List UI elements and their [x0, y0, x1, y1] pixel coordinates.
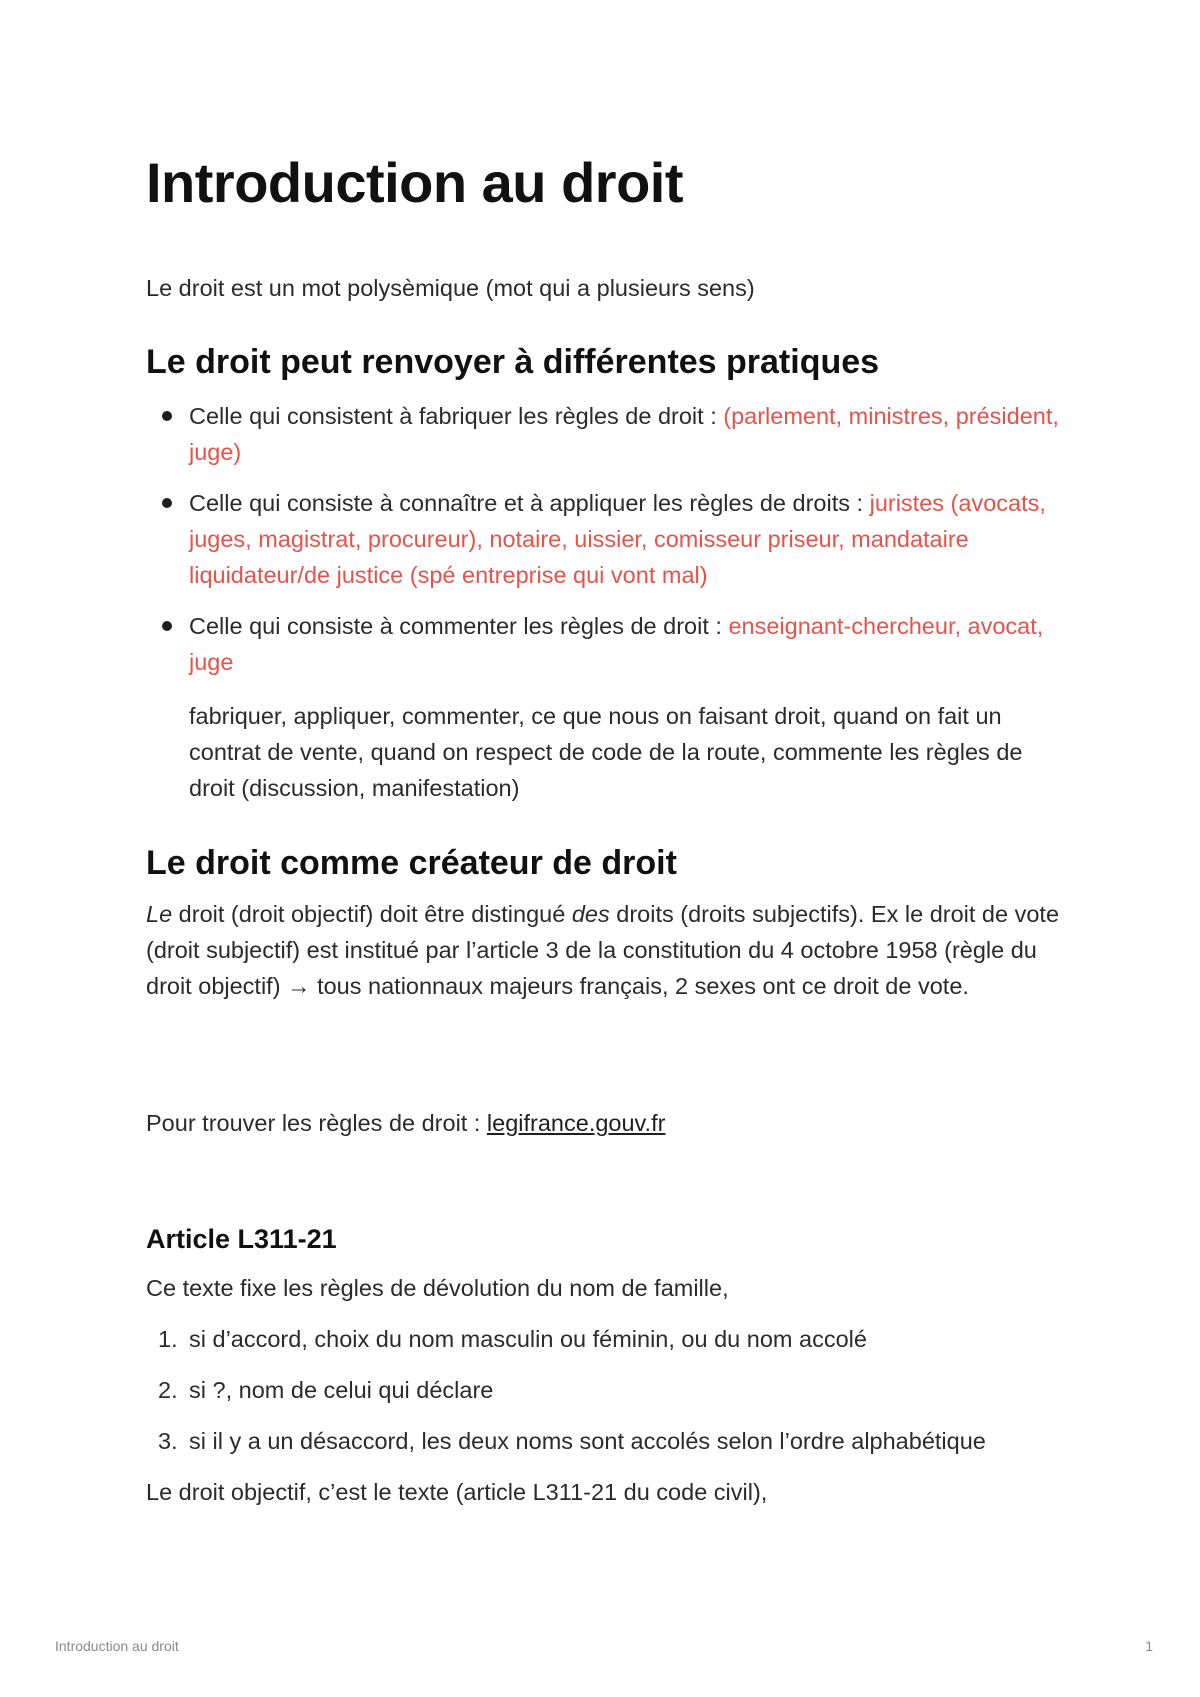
- section-heading-createur: Le droit comme créateur de droit: [146, 844, 677, 882]
- pratiques-list: [146, 398, 1066, 690]
- list-item: Celle qui consiste à commenter les règles de droit : enseignant-chercheur, avocat, juge: [146, 608, 1066, 680]
- pratiques-note: fabriquer, appliquer, commenter, ce que nous on faisant droit, quand on fait un contrat de vente, quand on respect de code de la route, commente les règles de droit (discussion, manifestation): [189, 703, 1023, 801]
- footer-page-number: 1: [1145, 1638, 1153, 1654]
- article-conclusion: Le droit objectif, c’est le texte (article L311-21 du code civil),: [146, 1479, 768, 1505]
- legifrance-paragraph: Pour trouver les règles de droit : legifrance.gouv.fr: [146, 1110, 666, 1136]
- highlight-text: juristes (avocats, juges, magistrat, procureur), notaire, uissier, comisseur priseur, mandataire liquidateur/de justice (spé entreprise qui vont mal): [189, 490, 1046, 588]
- article-intro: Ce texte fixe les règles de dévolution du nom de famille,: [146, 1275, 729, 1301]
- list-item: Celle qui consistent à fabriquer les règles de droit : (parlement, ministres, président, juge): [146, 398, 1066, 470]
- footer-title: Introduction au droit: [55, 1638, 179, 1654]
- intro-paragraph: Le droit est un mot polysèmique (mot qui a plusieurs sens): [146, 275, 755, 301]
- article-list: [146, 1321, 1106, 1459]
- highlight-text: (parlement, ministres, président, juge): [189, 403, 1059, 465]
- list-item: 2. si ?, nom de celui qui déclare: [158, 1377, 494, 1403]
- highlight-text: enseignant-chercheur, avocat, juge: [189, 613, 1044, 675]
- page-title: Introduction au droit: [146, 151, 683, 214]
- section-heading-article: Article L311-21: [146, 1224, 337, 1254]
- createur-paragraph: Le droit (droit objectif) doit être distingué des droits (droits subjectifs). Ex le droit de vote (droit subjectif) est institué par l’article 3 de la constitution du 4 octobre 1958 (règle du droit objectif) → tous nationnaux majeurs français, 2 sexes ont ce droit de vote.: [146, 901, 1060, 999]
- list-item: 1. si d’accord, choix du nom masculin ou féminin, ou du nom accolé: [158, 1326, 867, 1352]
- legifrance-link[interactable]: legifrance.gouv.fr: [486, 1110, 666, 1136]
- list-item: 3. si il y a un désaccord, les deux noms sont accolés selon l’ordre alphabétique: [158, 1428, 986, 1454]
- section-heading-pratiques: Le droit peut renvoyer à différentes pratiques: [146, 343, 880, 381]
- list-item: Celle qui consiste à connaître et à appliquer les règles de droits : juristes (avocats, juges, magistrat, procureur), notaire, uissier, comisseur priseur, mandataire liquidateur/de justice (spé entreprise qui vont mal): [146, 485, 1066, 593]
